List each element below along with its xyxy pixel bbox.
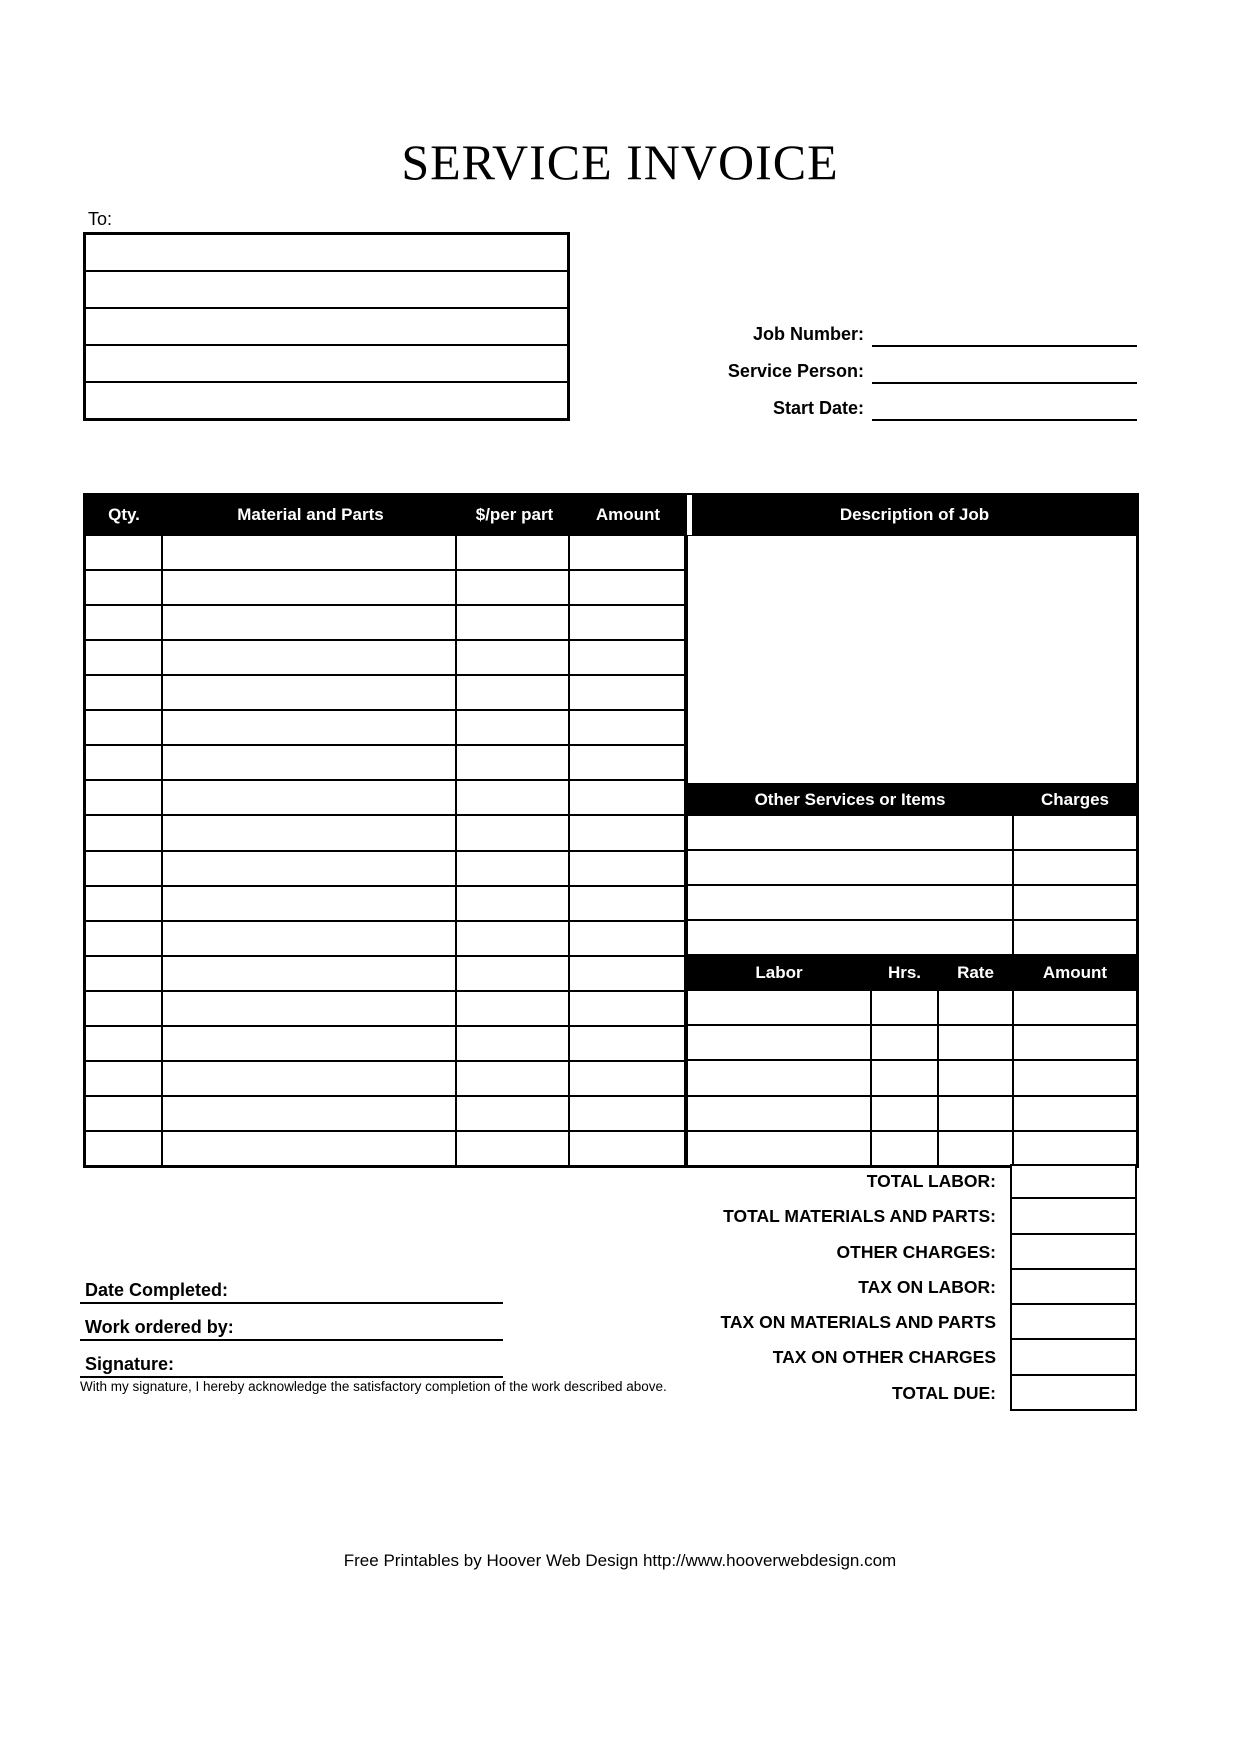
labor-cell[interactable] [871,1096,938,1131]
qty-header: Qty. [108,505,140,524]
materials-table-cell[interactable] [569,1026,685,1061]
materials-table-cell[interactable] [569,675,685,710]
materials-table-cell[interactable] [456,991,569,1026]
materials-table-cell[interactable] [456,710,569,745]
materials-table-cell[interactable] [569,1096,685,1131]
materials-table-cell[interactable] [162,640,456,675]
tax-on-other-charges-box[interactable] [1010,1340,1137,1375]
materials-table-cell[interactable] [162,570,456,605]
other-services-label: Other Services or Items [754,789,946,809]
date-completed-label: Date Completed: [85,1280,229,1300]
to-label: To: [88,209,113,229]
materials-table-cell[interactable] [569,745,685,780]
materials-table-cell[interactable] [456,851,569,886]
address-line-field[interactable] [85,345,568,382]
total-due-box[interactable] [1010,1376,1137,1411]
job-detail-panel [687,495,1137,1166]
signature-label: Signature: [85,1354,175,1374]
service-person-field[interactable] [872,382,1137,384]
description-of-job-header [687,495,1137,535]
labor-cell[interactable] [1013,1096,1137,1131]
meta-fields [640,311,1137,422]
materials-table-cell[interactable] [162,780,456,815]
address-line-field[interactable] [85,234,568,271]
materials-table-cell[interactable] [569,1131,685,1166]
other-services-body [687,815,1137,955]
materials-table-cell[interactable] [85,640,162,675]
materials-table-cell[interactable] [85,710,162,745]
address-line-field[interactable] [85,382,568,419]
rate-label: Rate [957,962,994,982]
materials-table-cell[interactable] [162,1061,456,1096]
materials-table-cell[interactable] [162,745,456,780]
materials-table-cell[interactable] [456,535,569,570]
materials-table-cell[interactable] [162,991,456,1026]
materials-table-cell[interactable] [569,710,685,745]
other-charges-box[interactable] [1010,1235,1137,1270]
labor-cell[interactable] [871,1025,938,1060]
total-labor-row [560,1164,1137,1199]
labor-cell[interactable] [1013,990,1137,1025]
signoff-section [80,1276,503,1387]
date-completed-field[interactable] [80,1276,503,1304]
invoice-table [83,493,1139,1168]
labor-label: Labor [755,962,803,982]
materials-table-cell[interactable] [569,780,685,815]
description-of-job-field[interactable] [687,535,1137,784]
materials-table [85,495,687,1166]
materials-table-cell[interactable] [456,886,569,921]
materials-table-cell[interactable] [85,1061,162,1096]
materials-table-cell[interactable] [85,851,162,886]
description-of-job-label: Description of Job [839,505,990,524]
tax-on-labor-box[interactable] [1010,1270,1137,1305]
materials-table-cell[interactable] [569,921,685,956]
other-services-cell[interactable] [1013,885,1137,920]
labor-cell[interactable] [687,1096,871,1131]
materials-table-cell[interactable] [162,605,456,640]
labor-cell[interactable] [1013,1025,1137,1060]
service-person-label: Service Person: [727,361,864,381]
labor-cell[interactable] [687,1025,871,1060]
labor-amount-label: Amount [1042,962,1108,982]
start-date-label: Start Date: [772,398,864,418]
job-number-label: Job Number: [752,324,864,344]
materials-table-cell[interactable] [569,605,685,640]
materials-table-cell[interactable] [85,780,162,815]
labor-cell[interactable] [871,990,938,1025]
materials-table-cell[interactable] [85,991,162,1026]
labor-body [687,990,1137,1166]
material-parts-header: Material and Parts [237,505,384,524]
materials-table-cell[interactable] [456,815,569,850]
materials-table-cell[interactable] [162,815,456,850]
address-line-field[interactable] [85,271,568,308]
per-part-header: $/per part [475,505,554,524]
materials-table-cell[interactable] [162,851,456,886]
other-services-cell[interactable] [687,850,1013,885]
labor-header [687,955,1137,990]
materials-table-cell[interactable] [162,710,456,745]
materials-table-cell[interactable] [569,956,685,991]
labor-cell[interactable] [938,1025,1013,1060]
tax-on-other-charges-label: TAX ON OTHER CHARGES [772,1347,996,1368]
materials-table-cell[interactable] [85,886,162,921]
amount-header: Amount [595,505,661,524]
materials-table-cell[interactable] [85,1096,162,1131]
materials-table-cell[interactable] [569,535,685,570]
labor-cell[interactable] [938,1096,1013,1131]
total-labor-box[interactable] [1010,1164,1137,1199]
materials-table-cell[interactable] [456,1131,569,1166]
signature-field[interactable] [80,1350,503,1378]
materials-table-cell[interactable] [569,640,685,675]
materials-table-cell[interactable] [456,745,569,780]
total-materials-box[interactable] [1010,1199,1137,1234]
tax-on-materials-label: TAX ON MATERIALS AND PARTS [720,1312,996,1333]
labor-cell[interactable] [871,1060,938,1095]
materials-table-body [85,535,685,1166]
recipient-address-box [83,232,570,421]
labor-cell[interactable] [1013,1060,1137,1095]
page-title: SERVICE INVOICE [401,134,839,190]
materials-table-cell[interactable] [162,1096,456,1131]
materials-table-cell[interactable] [162,1131,456,1166]
materials-table-cell[interactable] [456,1026,569,1061]
materials-table-cell[interactable] [85,921,162,956]
service-person-row [640,348,1137,385]
signature-acknowledgement: With my signature, I hereby acknowledge the satisfactory completion of the work described above. [80,1379,667,1394]
materials-table-cell[interactable] [569,991,685,1026]
materials-table-cell[interactable] [456,640,569,675]
start-date-row [640,385,1137,422]
materials-table-cell[interactable] [85,815,162,850]
other-services-cell[interactable] [1013,850,1137,885]
materials-table-cell[interactable] [456,570,569,605]
other-services-cell[interactable] [687,885,1013,920]
materials-table-cell[interactable] [456,956,569,991]
tax-on-materials-row [560,1305,1137,1340]
work-ordered-by-field[interactable] [80,1313,503,1341]
total-labor-label: TOTAL LABOR: [866,1171,996,1191]
total-due-label: TOTAL DUE: [891,1382,996,1403]
materials-table-header [85,495,685,535]
other-services-cell[interactable] [1013,920,1137,955]
labor-cell[interactable] [938,1131,1013,1166]
materials-table-cell[interactable] [162,921,456,956]
job-number-row [640,311,1137,348]
materials-table-cell[interactable] [85,570,162,605]
other-charges-label: OTHER CHARGES: [836,1241,996,1262]
materials-table-cell[interactable] [162,675,456,710]
materials-table-cell[interactable] [85,956,162,991]
tax-on-labor-row [560,1270,1137,1305]
charges-label: Charges [1040,789,1110,809]
start-date-field[interactable] [872,419,1137,421]
materials-table-cell[interactable] [456,921,569,956]
tax-on-labor-label: TAX ON LABOR: [858,1276,996,1297]
labor-cell[interactable] [871,1131,938,1166]
work-ordered-by-label: Work ordered by: [85,1317,234,1337]
materials-table-cell[interactable] [85,1026,162,1061]
job-number-field[interactable] [872,345,1137,347]
materials-table-cell[interactable] [162,535,456,570]
materials-table-cell[interactable] [569,886,685,921]
total-materials-row [560,1199,1137,1234]
materials-table-cell[interactable] [456,1096,569,1131]
total-materials-label: TOTAL MATERIALS AND PARTS: [723,1206,996,1227]
other-services-header [687,784,1137,815]
tax-on-materials-box[interactable] [1010,1305,1137,1340]
materials-table-cell[interactable] [569,851,685,886]
materials-table-cell[interactable] [456,780,569,815]
materials-table-cell[interactable] [569,815,685,850]
materials-table-cell[interactable] [85,1131,162,1166]
materials-table-cell[interactable] [456,675,569,710]
tax-on-other-charges-row [560,1340,1137,1375]
labor-cell[interactable] [687,990,871,1025]
other-services-cell[interactable] [687,920,1013,955]
materials-table-cell[interactable] [162,956,456,991]
materials-table-cell[interactable] [85,605,162,640]
materials-table-cell[interactable] [162,886,456,921]
labor-cell[interactable] [1013,1131,1137,1166]
other-services-cell[interactable] [687,815,1013,850]
totals-section [560,1164,1137,1411]
materials-table-cell[interactable] [456,605,569,640]
other-charges-row [560,1235,1137,1270]
materials-table-cell[interactable] [162,1026,456,1061]
materials-table-cell[interactable] [85,675,162,710]
address-line-field[interactable] [85,308,568,345]
labor-cell[interactable] [687,1060,871,1095]
materials-table-cell[interactable] [456,1061,569,1096]
materials-table-cell[interactable] [569,570,685,605]
labor-cell[interactable] [687,1131,871,1166]
footer-credit: Free Printables by Hoover Web Design http://www.hooverwebdesign.com [343,1551,897,1570]
labor-cell[interactable] [938,1060,1013,1095]
other-services-cell[interactable] [1013,815,1137,850]
hrs-label: Hrs. [887,962,922,982]
materials-table-cell[interactable] [85,535,162,570]
labor-cell[interactable] [938,990,1013,1025]
materials-table-cell[interactable] [85,745,162,780]
materials-table-cell[interactable] [569,1061,685,1096]
